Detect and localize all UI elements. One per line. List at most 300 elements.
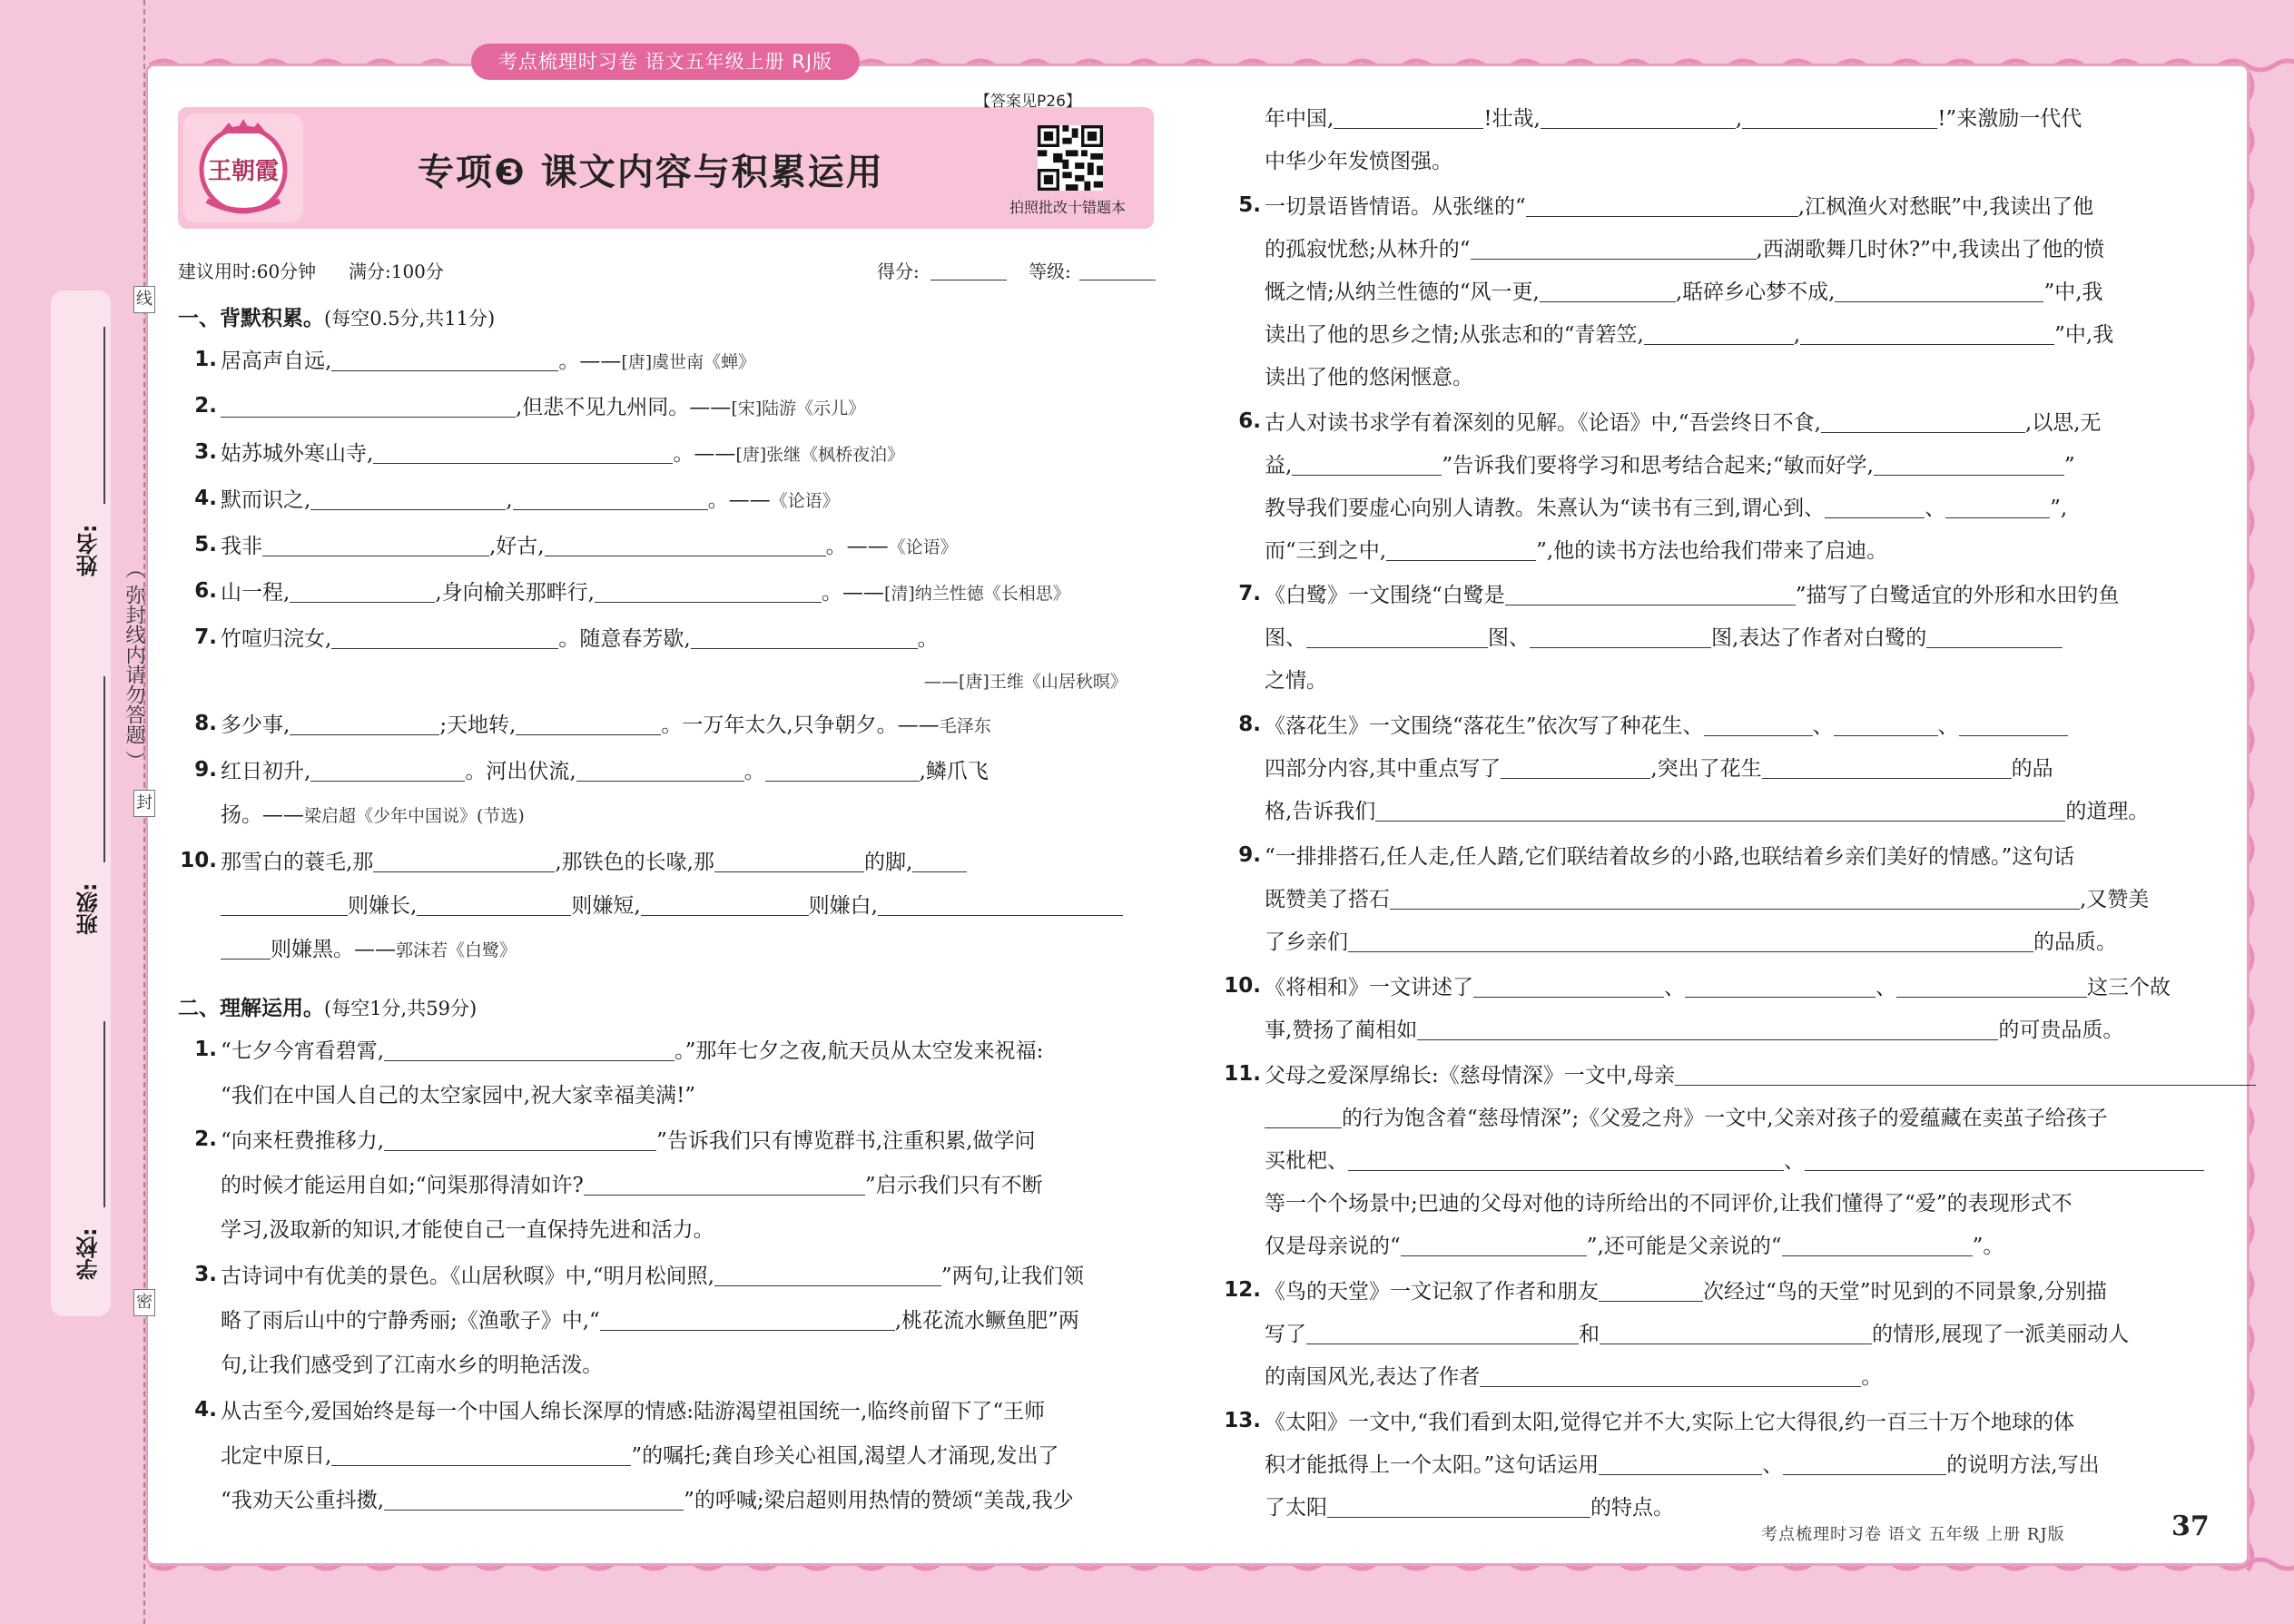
question-text: ,以思,无: [2024, 411, 2102, 435]
r-q4-cont2-line: [1265, 148, 1452, 175]
answer-blank[interactable]: [384, 1039, 674, 1061]
r-q9-line: [1265, 843, 2074, 871]
question-text: ,突出了花生: [1650, 757, 1762, 781]
question-text: ,西湖歌舞几时休?”中,我读出了他的愤: [1756, 238, 2105, 261]
s2-q2-number: 2.: [194, 1127, 217, 1151]
s1-q10-cont1-line: [221, 892, 1123, 920]
question-text: 的孤寂忧愁;从林升的“: [1265, 238, 1471, 261]
question-text: 《鸟的天堂》一文记叙了作者和朋友: [1265, 1280, 1599, 1304]
answer-blank[interactable]: [1386, 539, 1536, 561]
question-text: 句,让我们感受到了江南水乡的明艳活泼。: [221, 1353, 604, 1377]
question-text: ,身向榆关那畔行,: [435, 581, 595, 605]
answer-blank[interactable]: [221, 894, 348, 916]
answer-blank[interactable]: [714, 1265, 941, 1286]
r-q7-c1-line: [1265, 625, 2063, 652]
question-text: 和: [1579, 1323, 1600, 1346]
question-text: “向来枉费推移力,: [221, 1129, 385, 1153]
answer-blank[interactable]: [1471, 238, 1757, 260]
question-text: 。——: [707, 488, 771, 512]
r-q5-c1-line: [1265, 236, 2104, 263]
question-text: 年中国,: [1265, 107, 1334, 131]
s1-q2-number: 2.: [194, 394, 217, 418]
question-text: 的说明方法,写出: [1946, 1453, 2100, 1477]
s2-q3-cont2-line: [221, 1352, 603, 1379]
score-label: 得分:: [877, 261, 920, 282]
source-citation: [宋]陆游《示儿》: [731, 399, 866, 418]
logo-text: 王朝霞: [207, 158, 280, 185]
school-label: 学校:: [76, 1227, 102, 1280]
answer-blank[interactable]: [912, 851, 967, 872]
answer-blank[interactable]: [1945, 497, 2050, 518]
r-q11-c4-line: [1265, 1233, 2004, 1260]
r-q5-c4-line: [1265, 364, 1473, 391]
answer-blank[interactable]: [1675, 1064, 2256, 1086]
answer-blank[interactable]: [1762, 757, 2012, 779]
s2-q3-cont1-line: [221, 1307, 1079, 1334]
r-q6-c3-line: [1265, 537, 1887, 565]
question-text: 的脚,: [863, 851, 913, 874]
r-q4-cont-line: [1265, 105, 2082, 133]
question-text: “我们在中国人自己的太空家园中,祝大家幸福美满!”: [221, 1084, 696, 1107]
question-text: 的特点。: [1590, 1496, 1674, 1520]
r-q13-c2-line: [1265, 1494, 1674, 1521]
question-text: 的可贵品质。: [1998, 1019, 2124, 1042]
question-text: 这三个故: [2087, 976, 2171, 999]
answer-blank[interactable]: [765, 760, 920, 782]
r-q8-c1-line: [1265, 755, 2053, 782]
answer-blank[interactable]: [1685, 976, 1876, 998]
question-text: ”,他的读书方法也给我们带来了启迪。: [1536, 539, 1888, 563]
r-q6-c2-line: [1265, 495, 2067, 522]
question-text: 格,告诉我们: [1265, 800, 1376, 823]
question-text: 四部分内容,其中重点写了: [1265, 757, 1501, 781]
r-q11-c3-line: [1265, 1190, 2072, 1217]
s2-q3-line: [221, 1263, 1084, 1290]
r-q12-c1-line: [1265, 1321, 2129, 1348]
question-text: ,那铁色的长喙,那: [555, 851, 714, 874]
question-text: 我非: [221, 535, 262, 558]
question-text: 仅是母亲说的“: [1265, 1235, 1401, 1258]
question-text: 图,表达了作者对白鹭的: [1711, 626, 1927, 650]
answer-blank[interactable]: [1526, 195, 1798, 217]
r-q13-number: 13.: [1224, 1409, 1261, 1432]
answer-blank[interactable]: [513, 488, 708, 510]
answer-blank[interactable]: [1742, 107, 1937, 129]
qr-code-icon[interactable]: [1038, 125, 1103, 191]
r-q13-c1-line: [1265, 1452, 2100, 1479]
answer-blank[interactable]: [331, 627, 558, 649]
r-q7-line: [1265, 582, 2120, 609]
s1-q5-line: [221, 533, 958, 561]
question-text: 学习,汲取新的知识,才能使自己一直保持先进和活力。: [221, 1218, 714, 1242]
s2-q1-line: [221, 1038, 1043, 1065]
question-text: 则嫌黑。——: [271, 938, 396, 961]
r-q6-c1-line: [1265, 452, 2075, 479]
answer-reference: 【答案见P26】: [975, 93, 1081, 111]
question-text: 古人对读书求学有着深刻的见解。《论语》中,“吾尝终日不食,: [1265, 411, 1821, 435]
r-q12-c2-line: [1265, 1363, 1882, 1391]
s1-q3-line: [221, 440, 904, 468]
question-text: 《白鹭》一文围绕“白鹭是: [1265, 584, 1505, 607]
answer-blank[interactable]: [584, 1174, 865, 1196]
question-text: 的南国风光,表达了作者: [1265, 1365, 1481, 1389]
answer-blank[interactable]: [384, 1489, 684, 1511]
answer-blank[interactable]: [1600, 1323, 1872, 1344]
question-text: 北定中原日,: [221, 1444, 332, 1468]
answer-blank[interactable]: [1390, 888, 2080, 910]
s1-q10-cont2-line: [221, 936, 517, 964]
s1-q8-number: 8.: [194, 712, 217, 735]
answer-blank[interactable]: [373, 442, 673, 464]
question-text: 红日初升,: [221, 760, 311, 783]
answer-blank[interactable]: [1599, 1453, 1762, 1475]
question-text: 略了雨后山中的宁静秀丽;《渔歌子》中,“: [221, 1309, 600, 1333]
source-citation: 毛泽东: [939, 716, 991, 736]
question-text: 事,赞扬了蔺相如: [1265, 1019, 1418, 1042]
question-text: ,聒碎乡心梦不成,: [1675, 281, 1836, 304]
answer-blank[interactable]: [878, 894, 1123, 916]
answer-blank[interactable]: [1417, 1019, 1998, 1040]
question-text: 等一个个场景中;巴迪的父母对他的诗所给出的不同评价,让我们懂得了“爱”的表现形式不: [1265, 1192, 2072, 1216]
r-q8-number: 8.: [1238, 713, 1261, 736]
answer-blank[interactable]: [373, 851, 555, 872]
question-text: 积才能抵得上一个太阳。”这句话运用: [1265, 1453, 1600, 1477]
page-title: 专项❸ 课文内容与积累运用: [418, 152, 884, 193]
r-q8-c2-line: [1265, 798, 2149, 825]
s1-q9-cont-line: [221, 802, 525, 830]
r-q9-number: 9.: [1238, 843, 1261, 867]
school-line[interactable]: [103, 1021, 105, 1207]
question-text: 扬。——: [221, 803, 304, 827]
answer-blank[interactable]: [1501, 757, 1650, 779]
question-text: 了太阳: [1265, 1496, 1327, 1520]
name-line[interactable]: [103, 327, 105, 504]
question-text: ”描写了白鹭适宜的外形和水田钓鱼: [1795, 584, 2120, 607]
section-1-heading: 一、背默积累。(每空0.5分,共11分): [178, 307, 496, 330]
r-q6-number: 6.: [1238, 409, 1261, 433]
answer-blank[interactable]: [1541, 107, 1736, 129]
question-text: 多少事,: [221, 714, 290, 737]
question-text: 的道理。: [2065, 800, 2150, 823]
question-text: 默而识之,: [221, 488, 311, 512]
s2-q4-number: 4.: [194, 1398, 217, 1422]
grade-blank[interactable]: [1079, 257, 1156, 281]
brand-logo: [180, 110, 307, 226]
answer-blank[interactable]: [1874, 454, 2064, 476]
question-text: ”中,我: [2043, 281, 2103, 304]
s2-q1-number: 1.: [194, 1038, 217, 1061]
answer-blank[interactable]: [262, 535, 489, 556]
question-text: 。——: [558, 349, 622, 373]
source-citation: 梁启超《少年中国说》(节选): [304, 806, 525, 826]
page-number: 37: [2171, 1511, 2210, 1542]
s1-q4-number: 4.: [194, 487, 217, 510]
question-text: 则嫌白,: [808, 894, 878, 918]
answer-blank[interactable]: [221, 396, 516, 418]
answer-blank[interactable]: [1896, 976, 2087, 998]
source-citation: 《论语》: [770, 491, 840, 511]
question-text: 。——: [673, 442, 736, 466]
question-text: 次经过“鸟的天堂”时见到的不同景象,分别描: [1703, 1280, 2107, 1304]
answer-blank[interactable]: [545, 535, 826, 556]
answer-blank[interactable]: [516, 714, 661, 735]
r-q5-c2-line: [1265, 279, 2103, 306]
question-text: 竹喧归浣女,: [221, 627, 332, 651]
answer-blank[interactable]: [1375, 800, 2065, 822]
question-text: 、: [1664, 976, 1685, 999]
answer-blank[interactable]: [1334, 107, 1483, 129]
s1-q6-line: [221, 579, 1070, 607]
class-line[interactable]: [103, 676, 105, 862]
question-text: ”告诉我们要将学习和思考结合起来;“敏而好学,: [1442, 454, 1874, 477]
question-text: ,: [506, 488, 513, 512]
question-text: 姑苏城外寒山寺,: [221, 442, 374, 466]
seal-notice: （ 弥封线内请勿答题 ）: [123, 558, 145, 771]
question-text: ,江枫渔火对愁眠”中,我读出了他: [1797, 195, 2094, 219]
answer-blank[interactable]: [1926, 626, 2063, 648]
answer-blank[interactable]: [310, 760, 465, 782]
source-citation: 《论语》: [888, 537, 958, 557]
question-text: ”: [2063, 454, 2075, 477]
r-q12-number: 12.: [1224, 1278, 1261, 1302]
answer-blank[interactable]: [1704, 714, 1813, 736]
r-q10-c1-line: [1265, 1017, 2123, 1044]
question-text: ,桃花流水鳜鱼肥”两: [894, 1309, 1079, 1333]
answer-blank[interactable]: [384, 1129, 656, 1151]
question-text: 。: [743, 760, 765, 783]
answer-blank[interactable]: [1348, 1149, 1784, 1171]
question-text: 益,: [1265, 454, 1293, 477]
question-text: 之情。: [1265, 669, 1327, 693]
question-text: “一排排搭石,任人走,任人踏,它们联结着故乡的小路,也联结着乡亲们美好的情感。”这句话: [1265, 845, 2075, 869]
question-text: ;天地转,: [439, 714, 517, 737]
answer-blank[interactable]: [1959, 714, 2068, 736]
question-text: ,好古,: [489, 535, 545, 558]
question-text: 山一程,: [221, 581, 290, 605]
r-q11-c2-line: [1265, 1147, 2204, 1175]
answer-blank[interactable]: [221, 938, 271, 960]
source-citation: 郭沫若《白鹭》: [396, 940, 517, 960]
r-q5-line: [1265, 193, 2093, 221]
answer-blank[interactable]: [1805, 1149, 2204, 1171]
r-q11-line: [1265, 1062, 2256, 1089]
s2-q3-number: 3.: [194, 1263, 217, 1286]
answer-blank[interactable]: [1306, 1323, 1579, 1344]
s1-q5-number: 5.: [194, 533, 217, 556]
source-citation: [清]纳兰性德《长相思》: [883, 584, 1070, 604]
answer-blank[interactable]: [417, 894, 571, 916]
question-text: 。: [917, 627, 939, 651]
seal-mark-line: 线: [133, 286, 155, 313]
question-text: ,: [1793, 323, 1801, 347]
question-text: ,鳞爪飞: [919, 760, 989, 783]
qr-caption: 拍照批改十错题本: [1009, 199, 1127, 216]
question-text: ”启示我们只有不断: [864, 1174, 1043, 1197]
r-q6-line: [1265, 409, 2102, 437]
s1-q4-line: [221, 487, 840, 515]
question-text: ”,还可能是父亲说的“: [1586, 1235, 1782, 1258]
question-text: 买枇杷、: [1265, 1149, 1348, 1173]
source-citation: [唐]虞世南《蝉》: [621, 352, 756, 372]
s1-q7-src-line: [924, 667, 1127, 695]
s2-q2-line: [221, 1127, 1035, 1155]
question-text: 、: [1876, 976, 1896, 999]
s1-q6-number: 6.: [194, 579, 217, 603]
s1-q3-number: 3.: [194, 440, 217, 464]
r-q8-line: [1265, 713, 2068, 740]
s1-q9-number: 9.: [194, 758, 217, 782]
r-q9-c2-line: [1265, 929, 2117, 956]
question-text: 。——: [821, 581, 884, 605]
full-score: 满分:100分: [349, 261, 444, 282]
question-text: ”的呼喊;梁启超则用热情的赞颂“美哉,我少: [684, 1489, 1074, 1512]
question-text: 、: [1925, 497, 1946, 520]
question-text: !”来激励一代代: [1937, 107, 2082, 131]
answer-blank[interactable]: [331, 349, 558, 371]
s2-q2-cont1-line: [221, 1172, 1043, 1199]
answer-blank[interactable]: [310, 488, 506, 510]
question-text: 、: [1762, 1453, 1784, 1477]
section-2-heading: 二、理解运用。(每空1分,共59分): [178, 997, 478, 1020]
question-text: 古诗词中有优美的景色。《山居秋暝》中,“明月松间照,: [221, 1265, 714, 1288]
question-text: ”。: [1972, 1235, 2004, 1258]
answer-blank[interactable]: [714, 851, 864, 872]
question-text: 、: [1784, 1149, 1805, 1173]
question-text: ,但悲不见九州同。——: [516, 396, 732, 419]
s2-q4-cont2-line: [221, 1487, 1074, 1514]
question-text: 的品质。: [2033, 930, 2117, 954]
answer-blank[interactable]: [1599, 1280, 1703, 1302]
question-text: 。随意春芳歇,: [558, 627, 691, 651]
question-text: 、: [1937, 714, 1959, 738]
answer-blank[interactable]: [290, 581, 435, 603]
question-text: 。: [1861, 1365, 1883, 1389]
r-q13-line: [1265, 1409, 2074, 1436]
s1-q10-number: 10.: [180, 849, 217, 872]
r-q10-line: [1265, 974, 2171, 1001]
question-text: 而“三到之中,: [1265, 539, 1387, 563]
question-text: “我劝天公重抖擞,: [221, 1489, 385, 1512]
s2-q4-line: [221, 1398, 1045, 1425]
r-q11-number: 11.: [1224, 1062, 1261, 1086]
answer-blank[interactable]: [1265, 1107, 1342, 1128]
question-text: 读出了他的思乡之情;从张志和的“青箬笠,: [1265, 323, 1644, 347]
s2-q4-cont1-line: [221, 1442, 1058, 1470]
question-text: 《落花生》一文围绕“落花生”依次写了种花生、: [1265, 714, 1704, 738]
answer-blank[interactable]: [1783, 1453, 1946, 1475]
question-text: ”中,我: [2054, 323, 2114, 347]
question-text: 图、: [1265, 626, 1306, 650]
answer-blank[interactable]: [1644, 323, 1794, 345]
answer-blank[interactable]: [1530, 626, 1711, 648]
footer-series: 考点梳理时习卷 语文 五年级 上册 RJ版: [1761, 1525, 2065, 1544]
s1-q10-line: [221, 849, 967, 876]
student-info-panel: [51, 290, 111, 1316]
seal-mark-secret: 密: [133, 1289, 155, 1316]
question-text: 的行为饱含着“慈母情深”;《父爱之舟》一文中,父亲对孩子的爱蕴藏在卖茧子给孩子: [1342, 1107, 2108, 1130]
answer-blank[interactable]: [691, 627, 918, 649]
question-text: 的情形,展现了一派美丽动人: [1872, 1323, 2130, 1346]
question-text: 那雪白的蓑毛,那: [221, 851, 374, 874]
answer-blank[interactable]: [1401, 1235, 1587, 1256]
r-q7-c2-line: [1265, 667, 1327, 694]
answer-blank[interactable]: [1821, 411, 2025, 433]
answer-blank[interactable]: [1473, 976, 1664, 998]
answer-blank[interactable]: [600, 1309, 895, 1331]
question-text: 居高声自远,: [221, 349, 332, 373]
question-text: 《太阳》一文中,“我们看到太阳,觉得它并不大,实际上它大得很,约一百三十万个地球的体: [1265, 1411, 2075, 1434]
answer-blank[interactable]: [1834, 714, 1938, 736]
question-text: ”,: [2050, 497, 2068, 520]
answer-blank[interactable]: [1292, 454, 1442, 476]
s1-q7-line: [221, 625, 939, 653]
r-q11-c1-line: [1265, 1105, 2108, 1132]
answer-blank[interactable]: [290, 714, 439, 735]
s1-q1-line: [221, 348, 755, 376]
answer-blank[interactable]: [595, 581, 822, 603]
question-text: 教导我们要虚心向别人请教。朱熹认为“读书有三到,谓心到、: [1265, 497, 1826, 520]
answer-blank[interactable]: [1348, 930, 2033, 952]
question-text: 父母之爱深厚绵长:《慈母情深》一文中,母亲: [1265, 1064, 1676, 1088]
question-text: 。一万年太久,只争朝夕。——: [661, 714, 940, 737]
question-text: 慨之情;从纳兰性德的“风一更,: [1265, 281, 1540, 304]
question-text: 图、: [1488, 626, 1530, 650]
source-citation: [唐]张继《枫桥夜泊》: [735, 445, 905, 465]
answer-blank[interactable]: [331, 1444, 631, 1466]
question-text: 、: [1812, 714, 1834, 738]
source-citation: ——[唐]王维《山居秋暝》: [924, 672, 1127, 692]
s1-q2-line: [221, 394, 865, 422]
answer-blank[interactable]: [1800, 323, 2054, 345]
answer-blank[interactable]: [1505, 584, 1796, 605]
question-text: 《将相和》一文讲述了: [1265, 976, 1473, 999]
question-text: 。河出伏流,: [465, 760, 576, 783]
s1-q8-line: [221, 712, 991, 740]
r-q10-number: 10.: [1224, 974, 1261, 998]
question-text: 则嫌长,: [348, 894, 418, 918]
s1-q1-number: 1.: [194, 348, 217, 371]
question-text: ,: [1735, 107, 1743, 131]
question-text: ”的嘱托;龚自珍关心祖国,渴望人才涌现,发出了: [631, 1444, 1059, 1468]
question-text: 从古至今,爱国始终是每一个中国人绵长深厚的情感:陆游渴望祖国统一,临终前留下了“王师: [221, 1400, 1046, 1423]
answer-blank[interactable]: [1835, 281, 2043, 302]
s1-q9-line: [221, 758, 989, 785]
grade-label: 等级:: [1029, 261, 1071, 282]
answer-blank[interactable]: [1782, 1235, 1973, 1256]
series-banner: 考点梳理时习卷 语文五年级上册 RJ版: [471, 44, 860, 80]
answer-blank[interactable]: [1540, 281, 1676, 302]
question-text: 的品: [2011, 757, 2053, 781]
r-q7-number: 7.: [1238, 582, 1261, 605]
r-q12-line: [1265, 1278, 2107, 1305]
question-text: ,又赞美: [2080, 888, 2150, 911]
question-text: 的时候才能运用自如;“问渠那得清如许?: [221, 1174, 584, 1197]
answer-blank[interactable]: [1825, 497, 1925, 518]
score-blank[interactable]: [930, 257, 1007, 281]
answer-blank[interactable]: [641, 894, 809, 916]
question-text: 读出了他的悠闲惬意。: [1265, 366, 1473, 389]
r-q5-c3-line: [1265, 321, 2113, 349]
answer-blank[interactable]: [576, 760, 744, 782]
question-text: 了乡亲们: [1265, 930, 1348, 954]
answer-blank[interactable]: [1306, 626, 1488, 648]
r-q5-number: 5.: [1238, 193, 1261, 217]
answer-blank[interactable]: [1327, 1496, 1590, 1518]
answer-blank[interactable]: [1480, 1365, 1861, 1387]
question-text: 一切景语皆情语。从张继的“: [1265, 195, 1526, 219]
question-text: “七夕今宵看碧霄,: [221, 1039, 385, 1063]
question-text: 中华少年发愤图强。: [1265, 150, 1452, 173]
